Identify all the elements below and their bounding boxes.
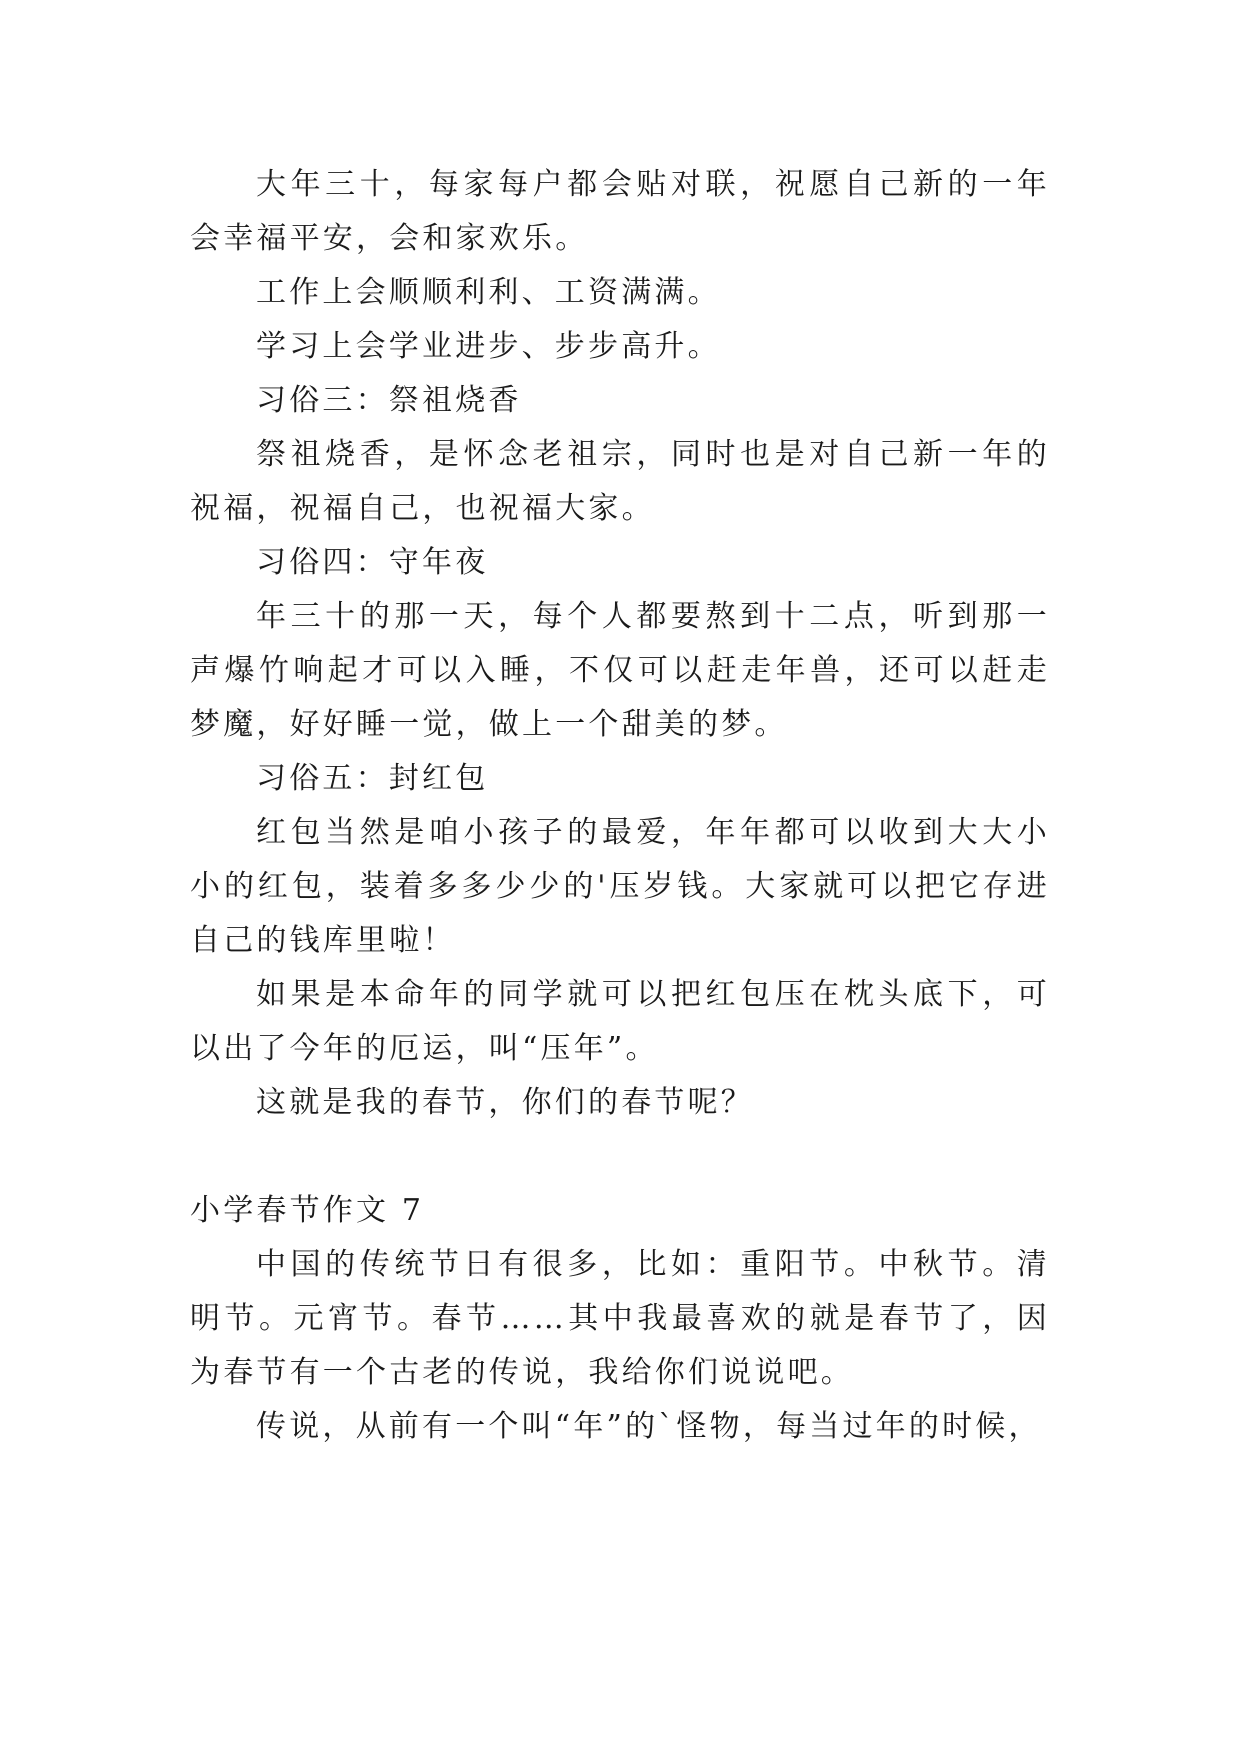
paragraph: 年三十的那一天，每个人都要熬到十二点，听到那一声爆竹响起才可以入睡，不仅可以赶走年兽，还可以赶走梦魔，好好睡一觉，做上一个甜美的梦。 (190, 599, 1050, 742)
custom-heading: 习俗五：封红包 (256, 761, 489, 796)
paragraph: 这就是我的春节，你们的春节呢？ (256, 1085, 754, 1120)
paragraph: 工作上会顺顺利利、工资满满。 (256, 275, 721, 310)
document-body (190, 158, 1050, 1454)
section-spacer (190, 1130, 1050, 1184)
paragraph: 祭祖烧香，是怀念老祖宗，同时也是对自己新一年的祝福，祝福自己，也祝福大家。 (190, 437, 1050, 526)
paragraph: 传说，从前有一个叫“年”的`怪物，每当过年的时候， (256, 1409, 1042, 1444)
custom-heading: 习俗三：祭祖烧香 (256, 383, 522, 418)
paragraph: 大年三十，每家每户都会贴对联，祝愿自己新的一年会幸福平安，会和家欢乐。 (190, 167, 1050, 256)
paragraph: 红包当然是咱小孩子的最爱，年年都可以收到大大小小的红包，装着多多少少的'压岁钱。大家就可以把它存进自己的钱库里啦！ (190, 815, 1050, 958)
custom-heading: 习俗四：守年夜 (256, 545, 489, 580)
section-title: 小学春节作文 7 (190, 1193, 425, 1228)
paragraph: 中国的传统节日有很多，比如：重阳节。中秋节。清明节。元宵节。春节……其中我最喜欢的就是春节了，因为春节有一个古老的传说，我给你们说说吧。 (190, 1247, 1050, 1390)
paragraph: 如果是本命年的同学就可以把红包压在枕头底下，可以出了今年的厄运，叫“压年”。 (190, 977, 1050, 1066)
paragraph: 学习上会学业进步、步步高升。 (256, 329, 721, 364)
